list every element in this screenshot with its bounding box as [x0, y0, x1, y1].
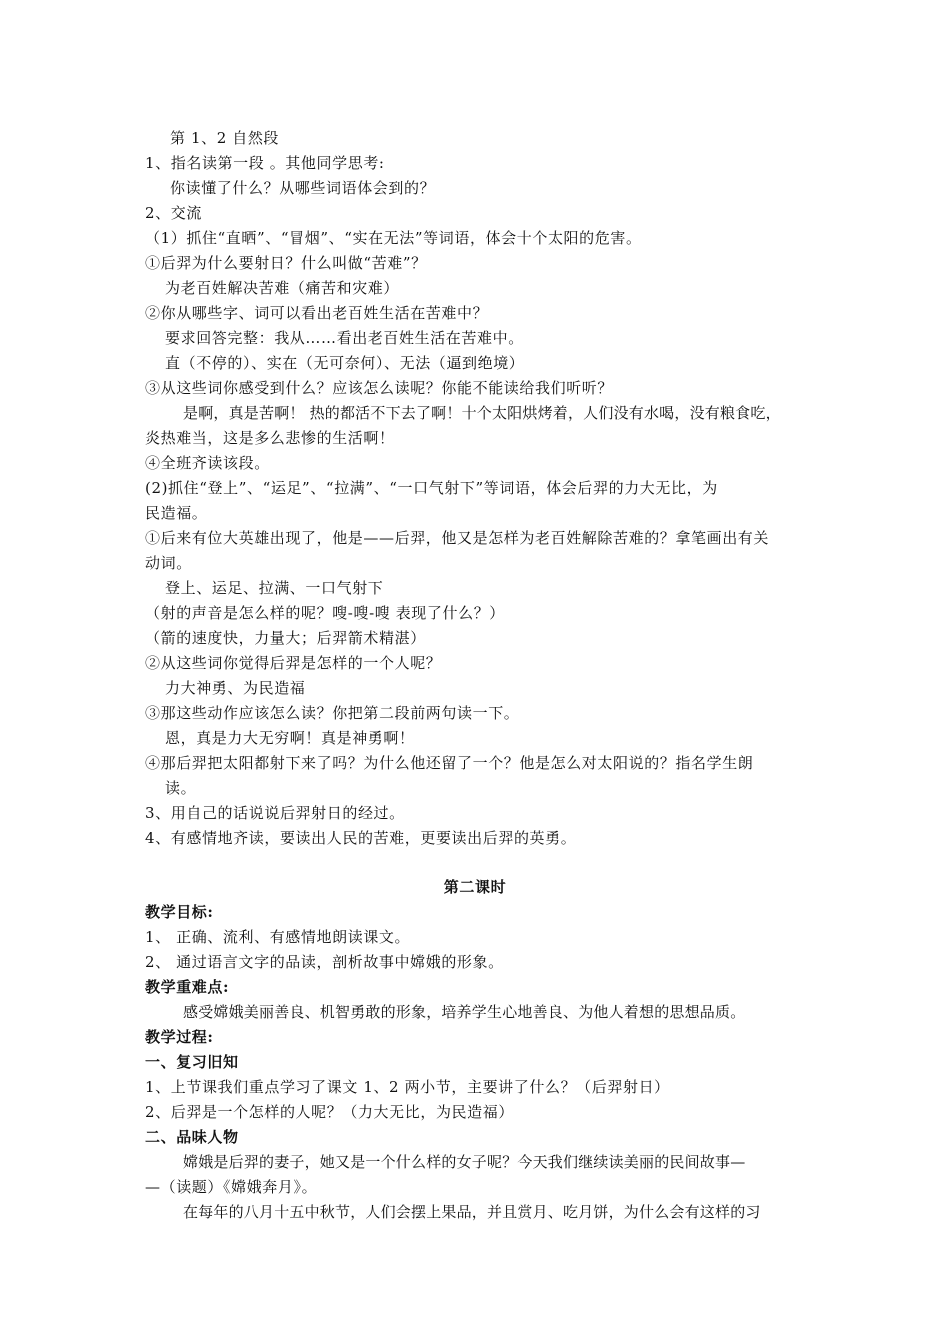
- section-heading: 一、复习旧知: [145, 1053, 239, 1071]
- text-line: 在每年的八月十五中秋节，人们会摆上果品，并且赏月、吃月饼，为什么会有这样的习: [183, 1203, 761, 1221]
- text-line: 动词。: [145, 554, 192, 572]
- text-line: 炎热难当，这是多么悲惨的生活啊！: [145, 429, 395, 447]
- text-line: 1、上节课我们重点学习了课文 1、2 两小节，主要讲了什么？（后羿射日）: [145, 1078, 670, 1096]
- section-heading: 第 1、2 自然段: [170, 129, 280, 147]
- text-line: 恩，真是力大无穷啊！真是神勇啊！: [165, 729, 415, 747]
- text-line: （射的声音是怎么样的呢？嗖-嗖-嗖 表现了什么？）: [145, 604, 505, 622]
- text-line: ④全班齐读该段。: [145, 454, 270, 472]
- text-line: 民造福。: [145, 504, 208, 522]
- text-line: 读。: [165, 779, 197, 797]
- text-line: 2、交流: [145, 204, 202, 222]
- text-line: 你读懂了什么？从哪些词语体会到的？: [170, 179, 436, 197]
- text-line: ②从这些词你觉得后羿是怎样的一个人呢？: [145, 654, 442, 672]
- text-line: ①后来有位大英雄出现了，他是——后羿，他又是怎样为老百姓解除苦难的？拿笔画出有关: [145, 529, 770, 547]
- text-line: （1）抓住“直晒”、“冒烟”、“实在无法”等词语，体会十个太阳的危害。: [145, 229, 642, 247]
- text-line: 要求回答完整：我从……看出老百姓生活在苦难中。: [165, 329, 524, 347]
- text-line: ③那这些动作应该怎么读？你把第二段前两句读一下。: [145, 704, 520, 722]
- text-line: ③从这些词你感受到什么？应该怎么读呢？你能不能读给我们听听？: [145, 379, 614, 397]
- section-heading: 教学目标:: [145, 903, 214, 921]
- text-line: ②你从哪些字、词可以看出老百姓生活在苦难中？: [145, 304, 489, 322]
- text-line: (2)抓住“登上”、“运足”、“拉满”、“一口气射下”等词语，体会后羿的力大无比，为: [145, 479, 718, 497]
- lesson-title: 第二课时: [443, 878, 507, 896]
- text-line: 2、后羿是一个怎样的人呢？（力大无比，为民造福）: [145, 1103, 514, 1121]
- text-line: 是啊，真是苦啊！ 热的都活不下去了啊！十个太阳烘烤着，人们没有水喝，没有粮食吃，: [183, 404, 781, 422]
- text-line: 2、 通过语言文字的品读，剖析故事中嫦娥的形象。: [145, 953, 504, 971]
- section-heading: 教学重难点:: [145, 978, 230, 996]
- section-heading: 教学过程:: [145, 1028, 214, 1046]
- text-line: 嫦娥是后羿的妻子，她又是一个什么样的女子呢？今天我们继续读美丽的民间故事—: [183, 1153, 746, 1171]
- text-line: ①后羿为什么要射日？什么叫做“苦难”？: [145, 254, 427, 272]
- text-line: 登上、运足、拉满、一口气射下: [165, 579, 384, 597]
- text-line: 4、有感情地齐读，要读出人民的苦难，更要读出后羿的英勇。: [145, 829, 577, 847]
- text-line: ④那后羿把太阳都射下来了吗？为什么他还留了一个？他是怎么对太阳说的？指名学生朗: [145, 754, 754, 772]
- text-line: 感受嫦娥美丽善良、机智勇敢的形象，培养学生心地善良、为他人着想的思想品质。: [183, 1003, 746, 1021]
- text-line: 为老百姓解决苦难（痛苦和灾难）: [165, 279, 400, 297]
- text-line: 1、 正确、流利、有感情地朗读课文。: [145, 928, 411, 946]
- section-heading: 二、品味人物: [145, 1128, 239, 1146]
- text-line: 直（不停的）、实在（无可奈何）、无法（逼到绝境）: [165, 354, 525, 372]
- text-line: —（读题）《嫦娥奔月》。: [145, 1178, 318, 1196]
- text-line: （箭的速度快，力量大；后羿箭术精湛）: [145, 629, 426, 647]
- text-line: 力大神勇、为民造福: [165, 679, 306, 697]
- text-line: 3、用自己的话说说后羿射日的经过。: [145, 804, 405, 822]
- text-line: 1、指名读第一段 。其他同学思考:: [145, 154, 385, 172]
